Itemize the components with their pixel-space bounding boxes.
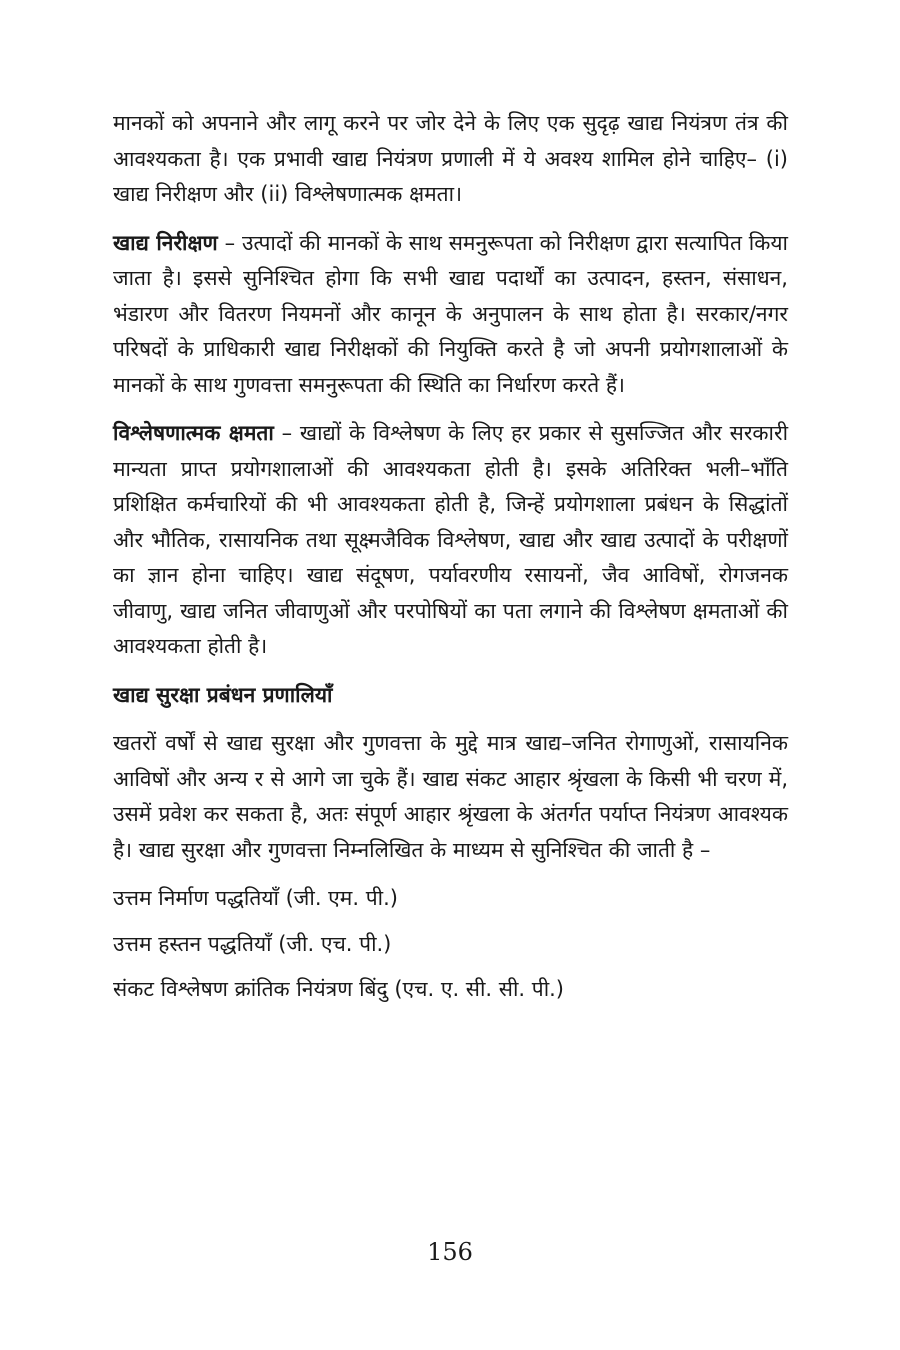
inspection-body: – उत्पादों की मानकों के साथ समनुरूपता को निरीक्षण द्वारा सत्यापित किया जाता है। इससे सुनिश्चित होगा कि सभी खाद्य पदार्थों का उत्पादन, हस्तन, संसाधन, भंडारण और वितरण नियमनों और कानून के अनुपालन के साथ होता है। सरकार/नगर परिषदों के प्राधिकारी खाद्य निरीक्षकों की नियुक्ति करते है जो अपनी प्रयोगशालाओं के मानकों के साथ गुणवत्ता समनुरूपता की स्थिति का निर्धारण करते हैं। xyxy=(113,230,788,397)
intro-paragraph: मानकों को अपनाने और लागू करने पर जोर देने के लिए एक सुदृढ़ खाद्य नियंत्रण तंत्र की आवश्यकता है। एक प्रभावी खाद्य नियंत्रण प्रणाली में ये अवश्य शामिल होने चाहिए– (i) खाद्य निरीक्षण और (ii) विश्लेषणात्मक क्षमता। xyxy=(113,111,788,206)
analysis-body: – खाद्यों के विश्लेषण के लिए हर प्रकार से सुसज्जित और सरकारी मान्यता प्राप्त प्रयोगशालाओं की आवश्यकता होती है। इसके अतिरिक्त भली–भाँति प्रशिक्षित कर्मचारियों की भी आवश्यकता होती है, जिन्हें प्रयोगशाला प्रबंधन के सिद्धांतों और भौतिक, रासायनिक तथा सूक्ष्मजैविक विश्लेषण, खाद्य और खाद्य उत्पादों के परीक्षणों का ज्ञान होना चाहिए। खाद्य संदूषण, पर्यावरणीय रसायनों, जैव आविषों, रोगजनक जीवाणु, खाद्य जनित जीवाणुओं और परपोषियों का पता लगाने की विश्लेषण क्षमताओं की आवश्यकता होती है। xyxy=(113,421,789,658)
page-number: 156 xyxy=(427,1238,473,1266)
practice-gmp: उत्तम निर्माण पद्धतियाँ (जी. एम. पी.) xyxy=(113,886,398,910)
practice-haccp: संकट विश्लेषण क्रांतिक नियंत्रण बिंदु (एच. ए. सी. सी. पी.) xyxy=(113,977,565,1001)
practice-ghp: उत्तम हस्तन पद्धतियाँ (जी. एच. पी.) xyxy=(113,931,392,956)
page-content xyxy=(113,106,788,1018)
analysis-lead: विश्लेषणात्मक क्षमता xyxy=(113,421,274,445)
section-heading: खाद्य सुरक्षा प्रबंधन प्रणालियाँ xyxy=(113,682,333,707)
safety-paragraph: खतरों वर्षों से खाद्य सुरक्षा और गुणवत्ता के मुद्दे मात्र खाद्य–जनित रोगाणुओं, रासायनिक आविषों और अन्य र से आगे जा चुके हैं। खाद्य संकट आहार श्रृंखला के किसी भी चरण में, उसमें प्रवेश कर सकता है, अतः संपूर्ण आहार श्रृंखला के अंतर्गत पर्याप्त नियंत्रण आवश्यक है। खाद्य सुरक्षा और गुणवत्ता निम्नलिखित के माध्यम से सुनिश्चित की जाती है – xyxy=(113,731,788,862)
inspection-lead: खाद्य निरीक्षण xyxy=(113,230,218,255)
analysis-paragraph xyxy=(113,416,788,665)
inspection-paragraph xyxy=(113,226,788,404)
